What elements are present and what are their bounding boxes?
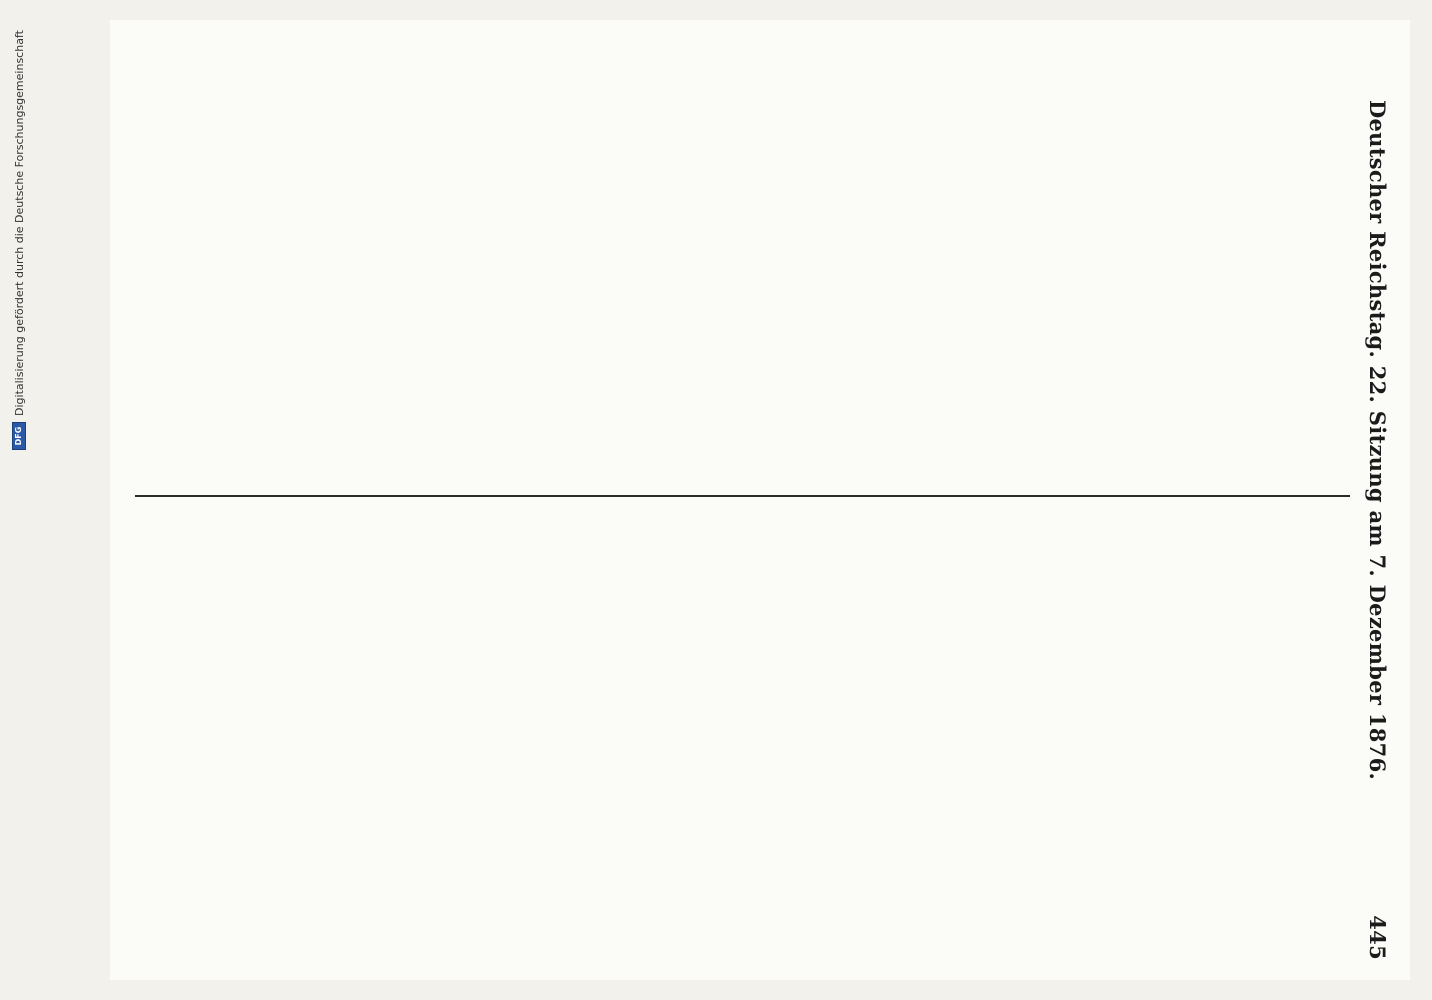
- rotated-page: [110, 20, 1410, 980]
- text-column-left: [135, 40, 1350, 460]
- text-column-right: [135, 540, 1350, 960]
- scanned-sheet: [110, 20, 1410, 980]
- page-header: [1358, 40, 1398, 960]
- digitization-credit: [10, 0, 28, 450]
- page-title: Deutscher Reichstag. 22. Sitzung am 7. Dezember 1876.: [1365, 100, 1391, 781]
- dfg-logo: DFG: [12, 422, 26, 450]
- column-divider: [135, 495, 1350, 497]
- credit-text: Digitalisierung gefördert durch die Deutsche Forschungsgemeinschaft: [12, 30, 26, 416]
- page-number: 445: [1365, 915, 1391, 960]
